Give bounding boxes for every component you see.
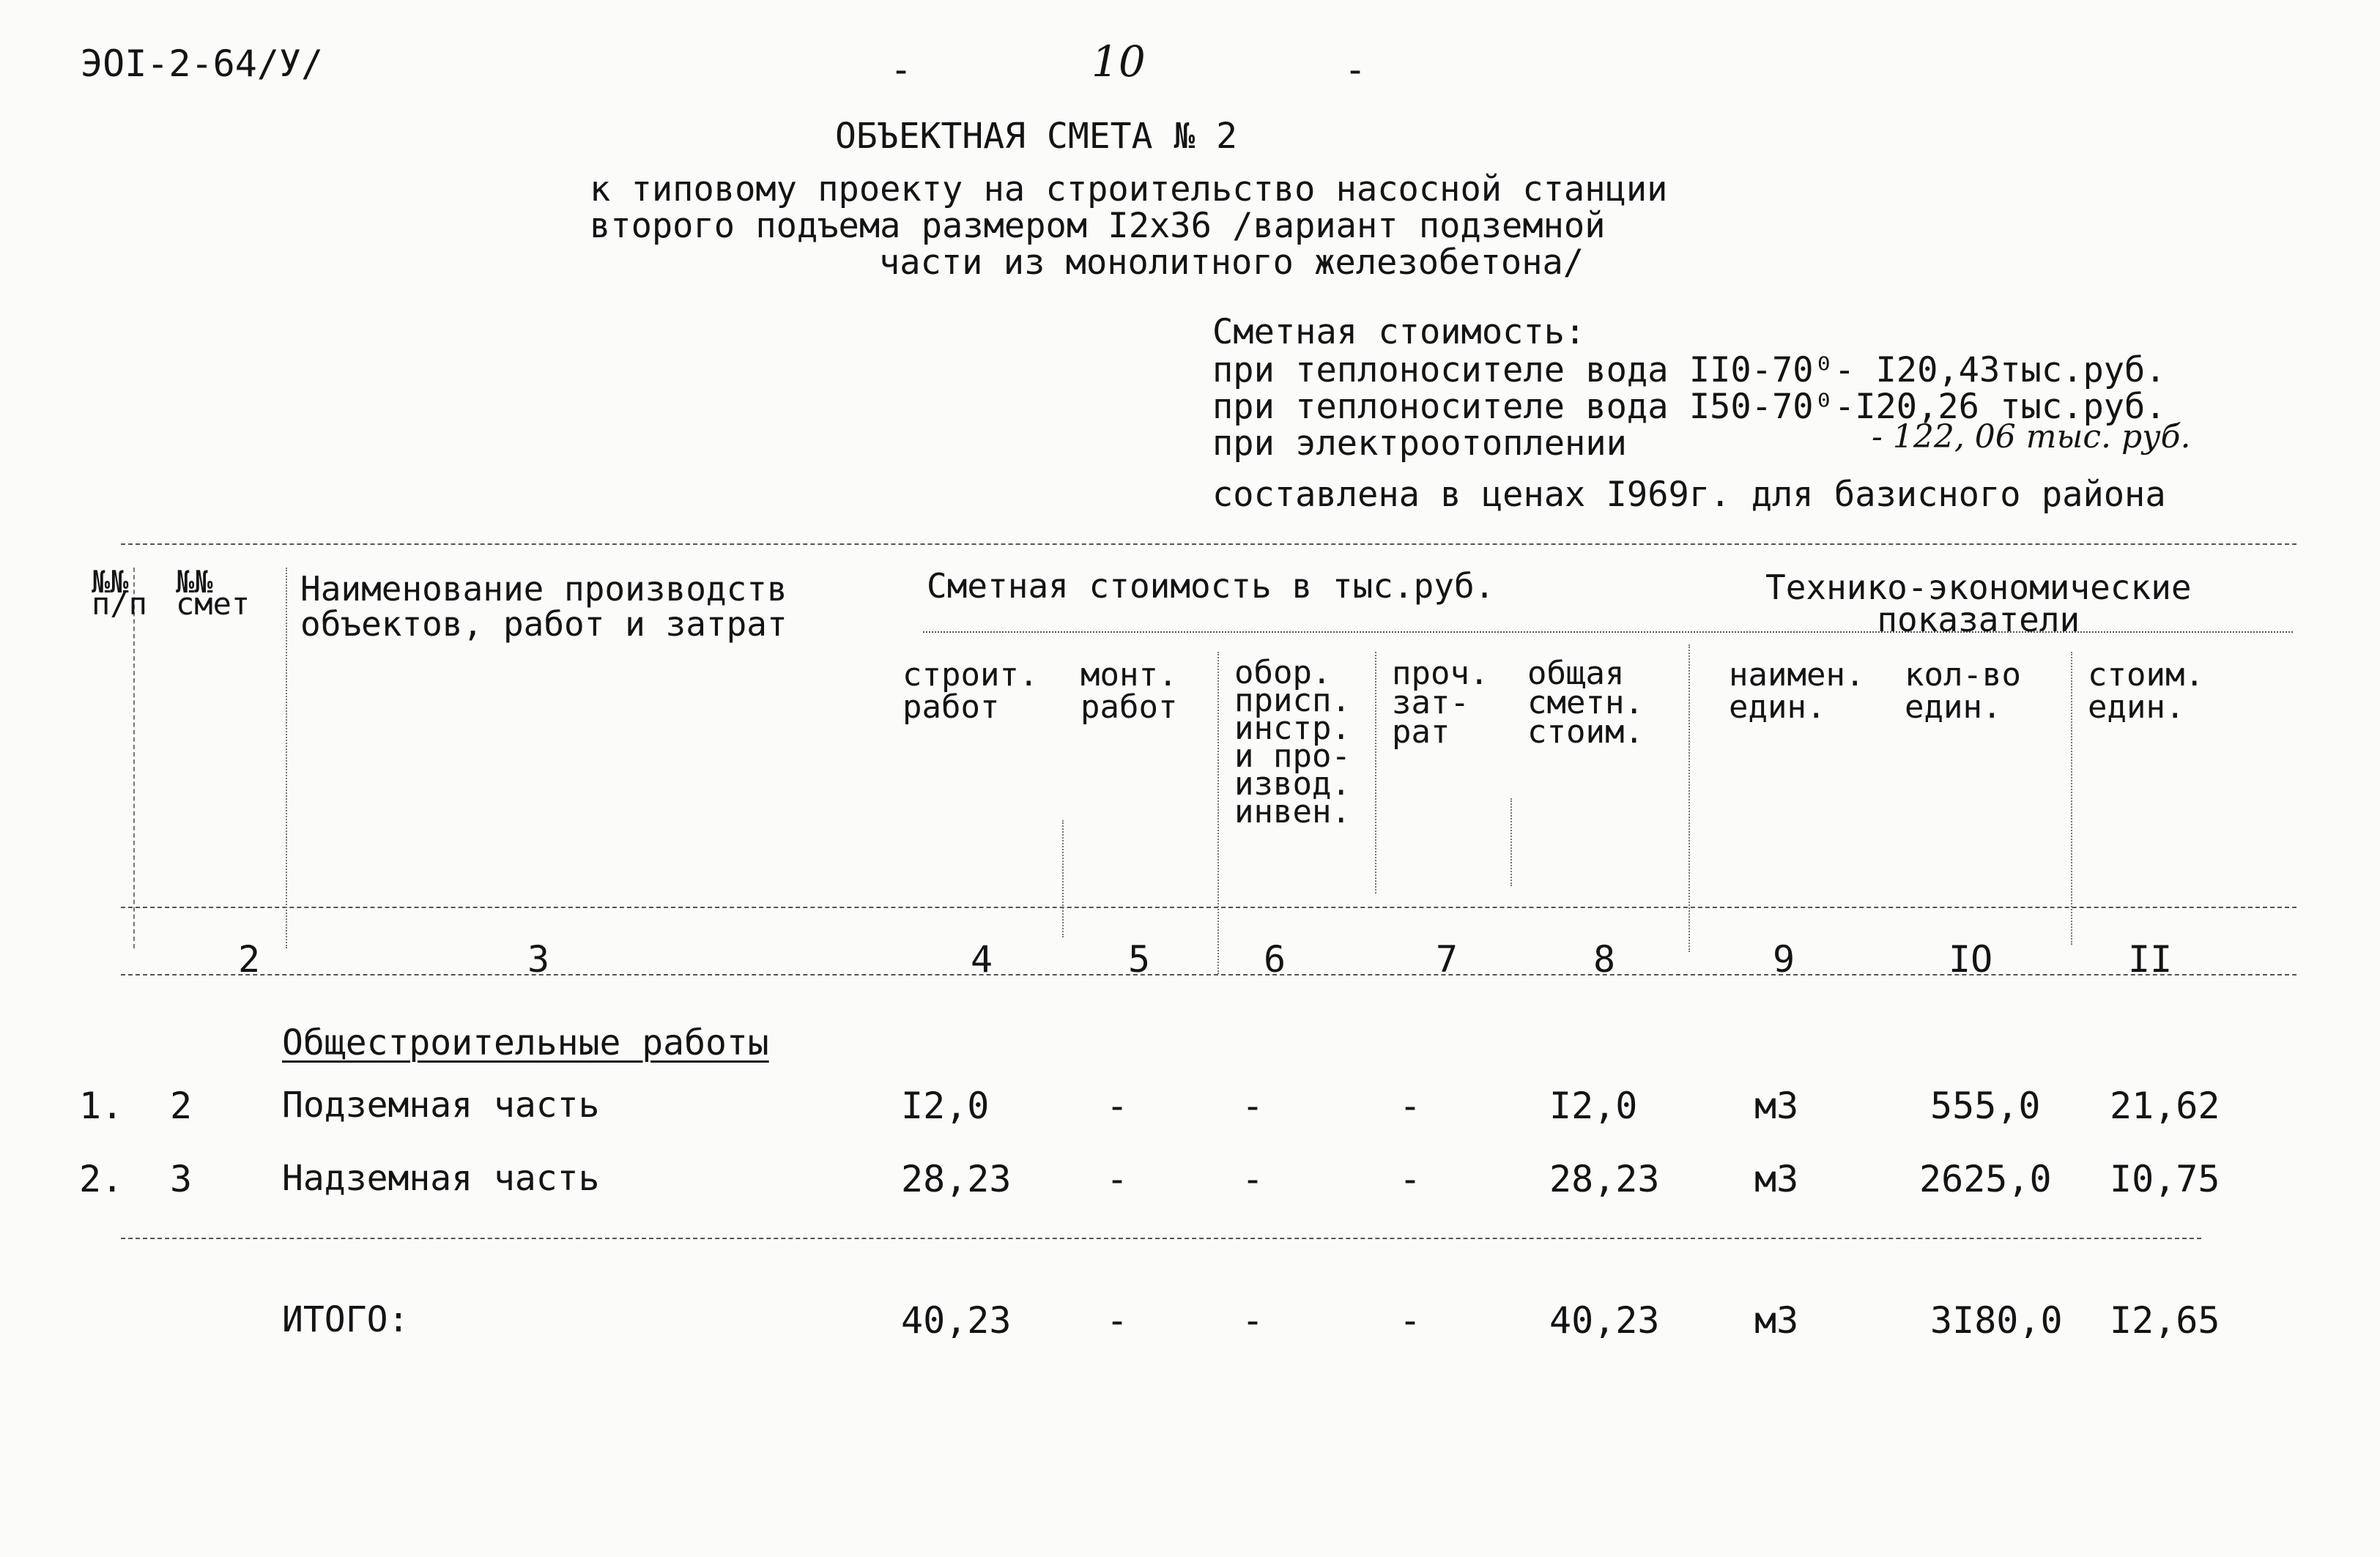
col-divider-8-9 <box>1688 644 1690 952</box>
col-number-3: 3 <box>527 938 550 981</box>
col-divider-4-5 <box>1062 820 1064 937</box>
subtitle-line-1: к типовому проекту на строительство насосной станции <box>590 169 1668 209</box>
document-code: ЭОI-2-64/У/ <box>81 42 324 85</box>
page-dash-left: - <box>890 48 913 91</box>
header-col-7: проч. зат- рат <box>1392 655 1489 751</box>
total-total-cost: 40,23 <box>1549 1299 1660 1342</box>
total-unit-cost: I2,65 <box>2110 1299 2220 1342</box>
header-col-3: Наименование производств объектов, работ и затрат <box>300 569 787 644</box>
rows-bottom-rule <box>121 1238 2201 1239</box>
cost-line-1: при теплоносителе вода II0-70⁰- I20,43тыс.руб. <box>1212 350 2166 390</box>
header-col-5: монт. работ <box>1080 656 1178 726</box>
row-1-smeta: 2 <box>170 1085 193 1127</box>
row-1-name: Подземная часть <box>282 1085 600 1126</box>
cost-line-2: при теплоносителе вода I50-70⁰-I20,26 тыс.руб. <box>1212 387 2166 427</box>
col-number-5: 5 <box>1128 938 1151 981</box>
row-2-unit-cost: I0,75 <box>2110 1158 2220 1200</box>
document-title: ОБЪЕКТНАЯ СМЕТА № 2 <box>835 116 1238 157</box>
subtitle-line-3: части из монолитного железобетона/ <box>879 242 1584 283</box>
row-1-mont-cost: - <box>1106 1085 1129 1127</box>
page-dash-right: - <box>1344 48 1367 91</box>
col-number-10: IO <box>1949 938 1993 981</box>
total-other-cost: - <box>1399 1299 1422 1342</box>
total-build-cost: 40,23 <box>901 1299 1012 1342</box>
row-1-unit-cost: 21,62 <box>2110 1085 2220 1127</box>
row-1-number: 1. <box>79 1085 124 1127</box>
col-divider-10-11 <box>2071 652 2072 945</box>
cost-heading: Сметная стоимость: <box>1212 312 1586 352</box>
row-2-mont-cost: - <box>1106 1158 1129 1200</box>
total-qty: 3I80,0 <box>1930 1299 2063 1342</box>
total-row-label: ИТОГО: <box>282 1299 409 1340</box>
col-number-2: 2 <box>238 938 261 981</box>
row-2-smeta: 3 <box>170 1158 193 1200</box>
col-number-6: 6 <box>1264 938 1286 981</box>
header-group-tech: Технико-экономические показатели <box>1765 568 2192 639</box>
subtitle-line-2: второго подъема размером I2х36 /вариант подземной <box>590 206 1606 246</box>
col-number-8: 8 <box>1593 938 1616 981</box>
row-1-qty: 555,0 <box>1930 1085 2041 1127</box>
row-1-total-cost: I2,0 <box>1549 1085 1638 1127</box>
col-divider-2 <box>286 568 287 948</box>
row-2-name: Надземная часть <box>282 1158 600 1199</box>
header-group-cost: Сметная стоимость в тыс.руб. <box>927 566 1495 606</box>
col-divider-6-7 <box>1375 652 1376 893</box>
header-col-4: строит. работ <box>902 656 1039 726</box>
row-2-total-cost: 28,23 <box>1549 1158 1660 1200</box>
row-1-unit: м3 <box>1754 1085 1799 1127</box>
col-divider-1 <box>133 568 135 948</box>
row-2-number: 2. <box>79 1158 124 1200</box>
col-divider-7-8 <box>1510 798 1512 886</box>
prices-note: составлена в ценах I969г. для базисного района <box>1212 475 2166 515</box>
table-top-rule <box>121 543 2296 545</box>
page-number: 10 <box>1091 37 1146 86</box>
header-col-10: кол-во един. <box>1905 656 2021 726</box>
header-col-8: общая сметн. стоим. <box>1527 655 1644 751</box>
col-number-4: 4 <box>971 938 993 981</box>
header-col-1: №№ п/п <box>92 564 147 622</box>
col-number-7: 7 <box>1436 938 1458 981</box>
header-col-6: обор. присп. инстр. и про- извод. инвен. <box>1234 654 1351 830</box>
section-title: Общестроительные работы <box>282 1022 769 1063</box>
header-col-11: стоим. един. <box>2088 656 2204 726</box>
row-1-build-cost: I2,0 <box>901 1085 990 1127</box>
row-2-qty: 2625,0 <box>1919 1158 2052 1200</box>
total-unit: м3 <box>1754 1299 1799 1342</box>
total-mont-cost: - <box>1106 1299 1129 1342</box>
header-bottom-rule <box>121 907 2296 908</box>
col-number-9: 9 <box>1773 938 1795 981</box>
row-1-other-cost: - <box>1399 1085 1422 1127</box>
total-equip-cost: - <box>1242 1299 1264 1342</box>
header-col-2: №№ смет <box>176 564 251 622</box>
row-2-build-cost: 28,23 <box>901 1158 1012 1200</box>
cost-line-3-label: при электроотоплении <box>1212 423 1627 464</box>
row-1-equip-cost: - <box>1242 1085 1264 1127</box>
col-number-11: II <box>2128 938 2173 981</box>
cost-line-3-handwritten-value: - 122, 06 тыс. руб. <box>1872 418 2191 456</box>
col-divider-5-6 <box>1217 652 1219 974</box>
row-2-other-cost: - <box>1399 1158 1422 1200</box>
row-2-unit: м3 <box>1754 1158 1799 1200</box>
row-2-equip-cost: - <box>1242 1158 1264 1200</box>
header-col-9: наимен. един. <box>1729 656 1865 726</box>
